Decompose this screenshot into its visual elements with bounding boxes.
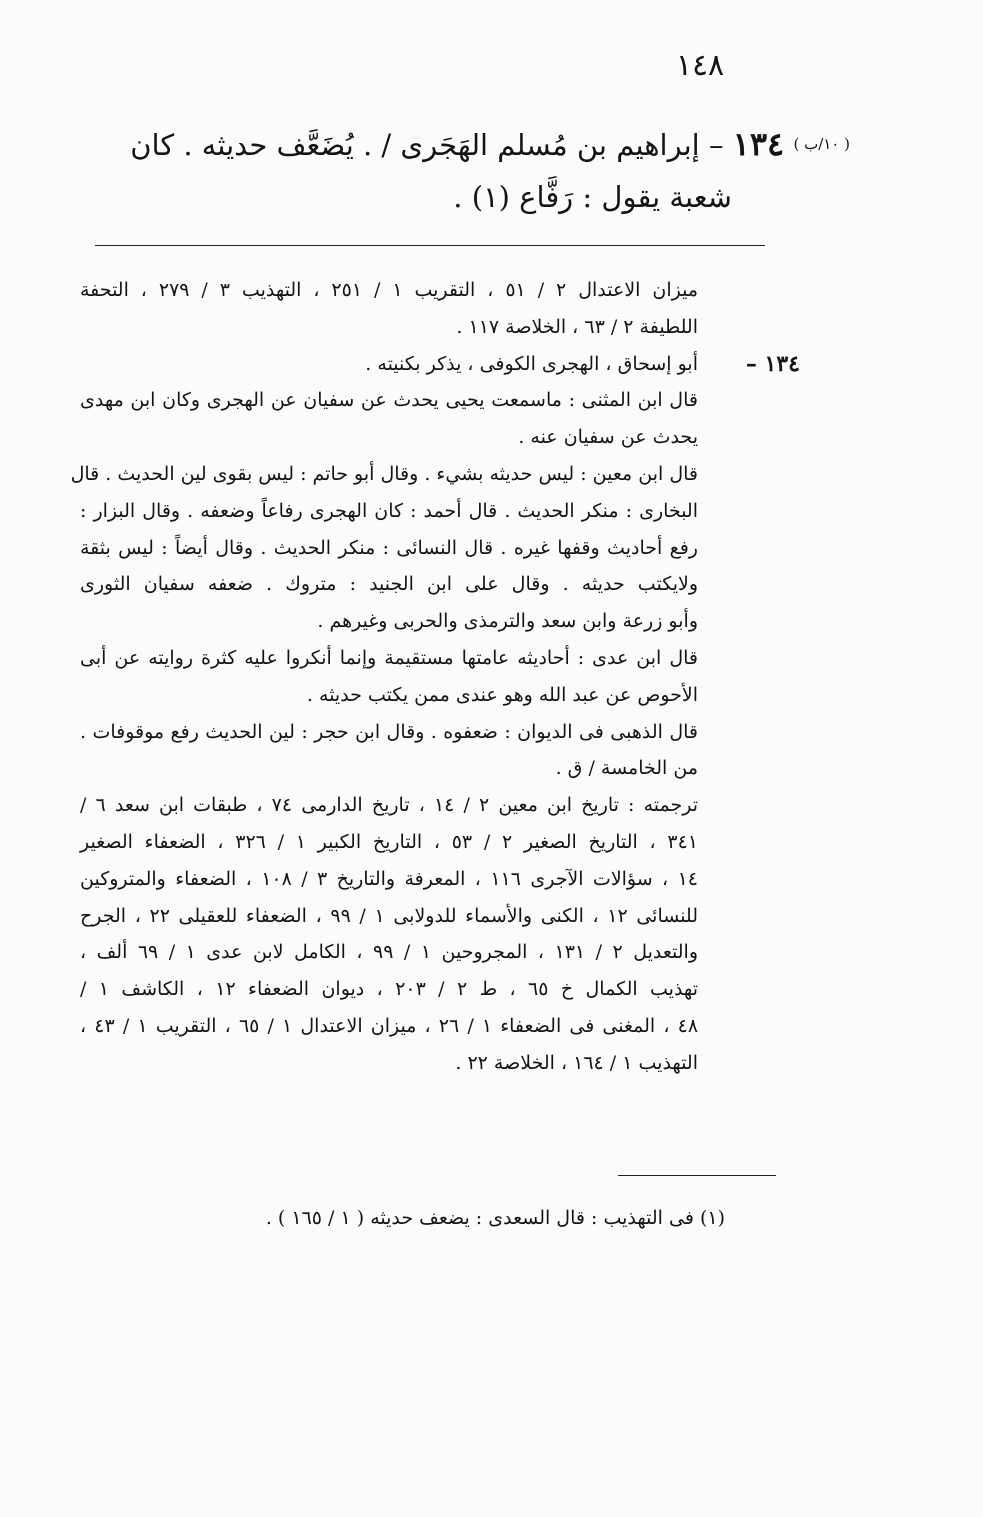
commentary-line [80,382,800,419]
commentary-text: للنسائى ١٢ ، الكنى والأسماء للدولابى ١ / ٩٩ ، الضعفاء للعقيلى ٢٢ ، الجرح [80,904,699,927]
commentary-line [80,566,800,603]
commentary-text: والتعديل ٢ / ١٣١ ، المجروحين ١ / ٩٩ ، الكامل لابن عدى ١ / ٦٩ ألف ، [80,941,698,964]
commentary-line [80,603,800,640]
commentary-block [70,272,800,1082]
footnote: (١) فى التهذيب : قال السعدى : يضعف حديثه ( ١ / ١٦٥ ) . [265,1207,725,1229]
commentary-text: وأبو زرعة وابن سعد والترمذى والحربى وغيرهم . [317,610,698,633]
commentary-text: البخارى : منكر الحديث . قال أحمد : كان الهجرى رفاعاً وضعفه . وقال البزار : [80,499,698,522]
commentary-line [80,1045,800,1082]
commentary-text: الأحوص عن عبد الله وهو عندى ممن يكتب حديثه . [306,683,698,706]
commentary-line [80,346,800,383]
main-entry-line-1 [80,118,850,171]
commentary-text: قال ابن معين : ليس حديثه بشيء . وقال أبو حاتم : ليس بقوى لين الحديث . قال [70,462,698,485]
footnote-rule [618,1175,776,1176]
commentary-text: قال ابن المثنى : ماسمعت يحيى يحدث عن سفيان عن الهجرى وكان ابن مهدى [80,389,698,412]
commentary-text: ٣٤١ ، التاريخ الصغير ٢ / ٥٣ ، التاريخ الكبير ١ / ٣٢٦ ، الضعفاء الصغير [80,830,699,853]
commentary-line [80,530,800,567]
commentary-text: تهذيب الكمال خ ٦٥ ، ط ٢ / ٢٠٣ ، ديوان الضعفاء ١٢ ، الكاشف ١ / [80,978,698,1001]
commentary-text: قال ابن عدى : أحاديثه عامتها مستقيمة وإنما أنكروا عليه كثرة روايته عن أبى [80,646,698,669]
commentary-line [80,934,800,971]
commentary-line [80,750,800,787]
commentary-line [80,861,800,898]
commentary-text: من الخامسة / ق . [555,757,698,780]
commentary-line [80,1008,800,1045]
commentary-line [80,824,800,861]
commentary-line [80,419,800,456]
commentary-text: ترجمته : تاريخ ابن معين ٢ / ١٤ ، تاريخ الدارمى ٧٤ ، طبقات ابن سعد ٦ / [80,794,698,817]
commentary-text: رفع أحاديث وقفها غيره . قال النسائى : منكر الحديث . وقال أيضاً : ليس بثقة [80,536,698,559]
commentary-text: ١٤ ، سؤالات الآجرى ١١٦ ، المعرفة والتاريخ ٣ / ١٠٨ ، الضعفاء والمتروكين [80,867,698,890]
commentary-text: ميزان الاعتدال ٢ / ٥١ ، التقريب ١ / ٢٥١ ، التهذيب ٣ / ٢٧٩ ، التحفة [80,279,699,301]
separator-rule [95,245,765,246]
commentary-line [80,898,800,935]
commentary-line [80,677,800,714]
commentary-line [70,456,800,493]
page-number: ١٤٨ [675,48,725,83]
margin-reference: ( ١٠/ب ) [793,135,850,153]
commentary-entry-number: ١٣٤ – [745,350,800,377]
commentary-line [80,714,800,751]
commentary-text: التهذيب ١ / ١٦٤ ، الخلاصة ٢٢ . [455,1051,698,1074]
commentary-text: ٤٨ ، المغنى فى الضعفاء ١ / ٢٦ ، ميزان الاعتدال ١ / ٦٥ ، التقريب ١ / ٤٣ ، [80,1014,699,1037]
commentary-line [80,640,800,677]
commentary-line [80,272,800,309]
commentary-text: يحدث عن سفيان عنه . [518,426,698,449]
commentary-line [80,971,800,1008]
commentary-text: اللطيفة ٢ / ٦٣ ، الخلاصة ١١٧ . [456,315,698,338]
main-entry [80,118,850,223]
commentary-line [80,493,800,530]
commentary-line [80,787,800,824]
commentary-text: ولايكتب حديثه . وقال على ابن الجنيد : متروك . ضعفه سفيان الثورى [80,573,698,596]
commentary-text: أبو إسحاق ، الهجرى الكوفى ، يذكر بكنيته . [365,352,698,375]
commentary-text: قال الذهبى فى الديوان : ضعفوه . وقال ابن حجر : لين الحديث رفع موقوفات . [80,720,698,743]
main-entry-line-2: شعبة يقول : رَفَّاع (١) . [453,180,732,214]
entry-number: ١٣٤ [732,125,785,163]
main-entry-text: – إبراهيم بن مُسلم الهَجَرى / . يُضَعَّف حديثه . كان [130,128,724,162]
commentary-line [80,309,800,346]
